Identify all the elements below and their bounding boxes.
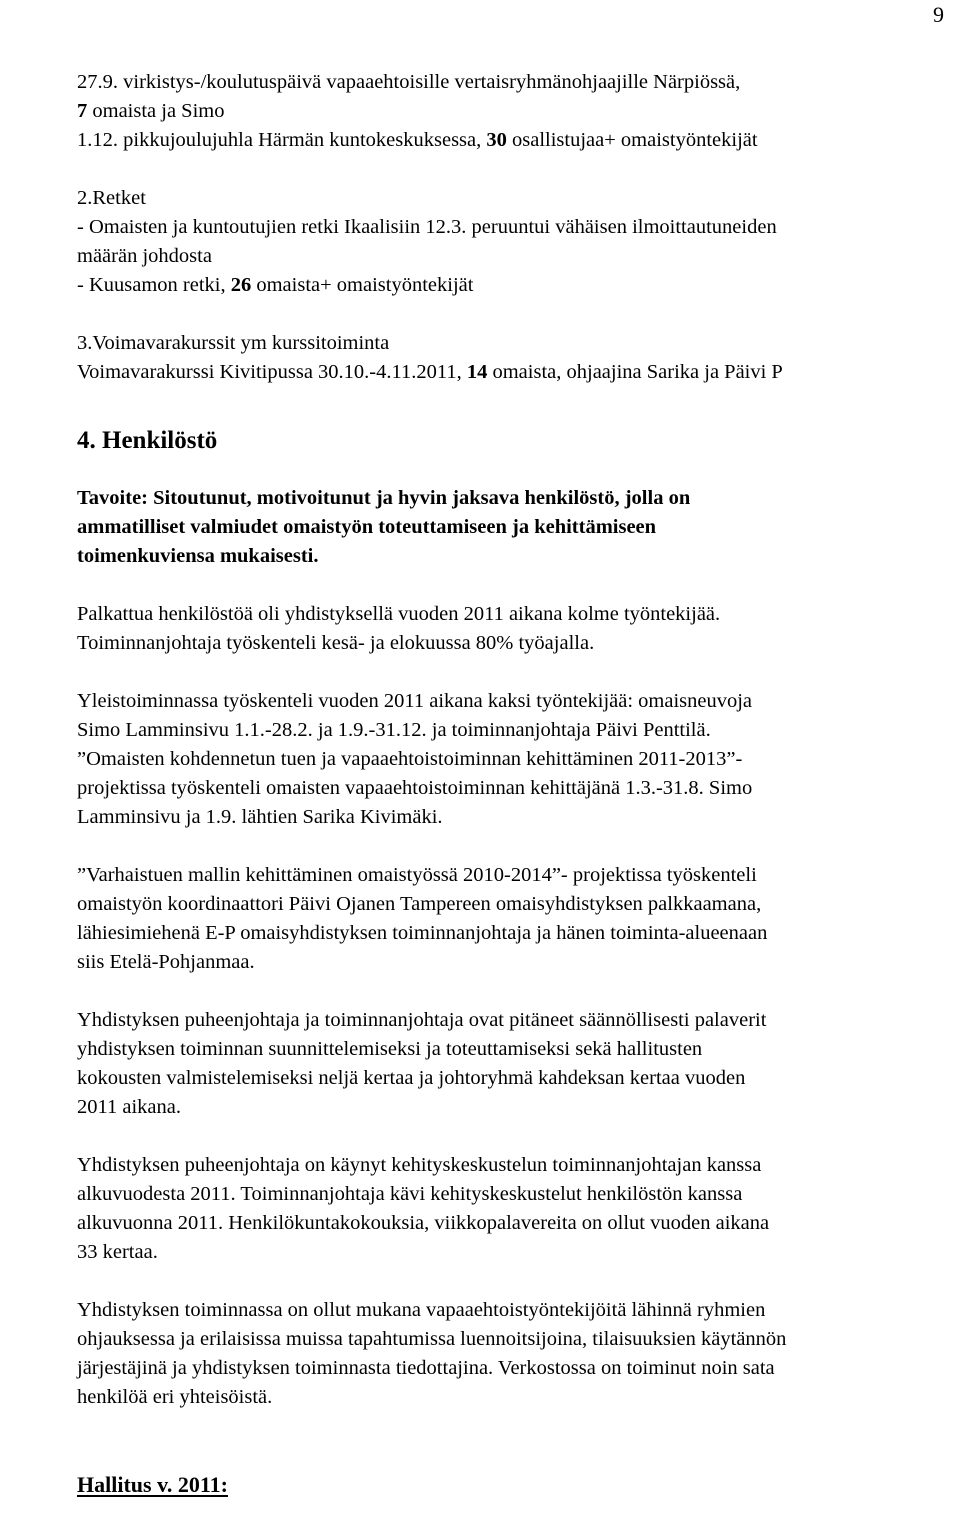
goal-line: toimenkuviensa mukaisesti. xyxy=(77,545,319,567)
paragraph-line: 33 kertaa. xyxy=(77,1241,158,1263)
paragraph-line: omaistyön koordinaattori Päivi Ojanen Tampereen omaisyhdistyksen palkkaamana, xyxy=(77,893,762,915)
paragraph-line: lähiesimiehenä E-P omaisyhdistyksen toiminnanjohtaja ja hänen toiminta-alueenaan xyxy=(77,922,768,944)
staff-paragraph xyxy=(77,1006,957,1122)
paragraph-line: henkilöä eri yhteisöistä. xyxy=(77,1386,273,1408)
paragraph-line: Yhdistyksen puheenjohtaja ja toiminnanjohtaja ovat pitäneet säännöllisesti palaverit xyxy=(77,1009,767,1031)
paragraph-line: Palkattua henkilöstöä oli yhdistyksellä vuoden 2011 aikana kolme työntekijää. xyxy=(77,603,721,625)
event-line: 27.9. virkistys-/koulutuspäivä vapaaehtoisille vertaisryhmänohjaajille Närpiössä, xyxy=(77,71,741,93)
event-line: 7 omaista ja Simo xyxy=(77,100,225,122)
paragraph-line: ohjauksessa ja erilaisissa muissa tapahtumissa luennoitsijoina, tilaisuuksien käytännön xyxy=(77,1328,787,1350)
paragraph-line: Lamminsivu ja 1.9. lähtien Sarika Kivimäki. xyxy=(77,806,443,828)
count-value: 26 xyxy=(230,274,252,296)
paragraph-line: yhdistyksen toiminnan suunnittelemiseksi ja toteuttamiseksi sekä hallitusten xyxy=(77,1038,703,1060)
count-value: 30 xyxy=(486,129,507,151)
paragraph-line: Yhdistyksen puheenjohtaja on käynyt kehityskeskustelun toiminnanjohtajan kanssa xyxy=(77,1154,762,1176)
paragraph-line: alkuvuodesta 2011. Toiminnanjohtaja kävi kehityskeskustelut henkilöstön kanssa xyxy=(77,1183,743,1205)
count-value: 14 xyxy=(466,361,488,383)
trip-line: - Kuusamon retki, 26 omaista+ omaistyöntekijät xyxy=(77,274,474,296)
trip-line: määrän johdosta xyxy=(77,245,212,267)
courses-heading: 3.Voimavarakurssit ym kurssitoiminta xyxy=(77,332,390,354)
courses-section xyxy=(77,329,957,387)
page-number: 9 xyxy=(933,2,944,27)
course-line: Voimavarakurssi Kivitipussa 30.10.-4.11.2011, 14 omaista, ohjaajina Sarika ja Päivi P xyxy=(77,361,783,383)
staff-paragraph xyxy=(77,1296,957,1412)
paragraph-line: järjestäjinä ja yhdistyksen toiminnasta tiedottajina. Verkostossa on toiminut noin sata xyxy=(77,1357,775,1379)
staff-paragraph xyxy=(77,687,957,832)
staff-heading: 4. Henkilöstö xyxy=(77,427,218,454)
paragraph-line: ”Varhaistuen mallin kehittäminen omaistyössä 2010-2014”- projektissa työskenteli xyxy=(77,864,757,886)
page-content xyxy=(77,68,957,1499)
staff-section xyxy=(77,426,957,1412)
paragraph-line: kokousten valmistelemiseksi neljä kertaa ja johtoryhmä kahdeksan kertaa vuoden xyxy=(77,1067,746,1089)
paragraph-line: Simo Lamminsivu 1.1.-28.2. ja 1.9.-31.12. ja toiminnanjohtaja Päivi Penttilä. xyxy=(77,719,711,741)
paragraph-line: alkuvuonna 2011. Henkilökuntakokouksia, viikkopalavereita on ollut vuoden aikana xyxy=(77,1212,770,1234)
board-heading: Hallitus v. 2011: xyxy=(77,1472,228,1497)
event-line: 1.12. pikkujoulujuhla Härmän kuntokeskuksessa, 30 osallistujaa+ omaistyöntekijät xyxy=(77,129,758,151)
staff-goal xyxy=(77,484,957,571)
paragraph-line: ”Omaisten kohdennetun tuen ja vapaaehtoistoiminnan kehittäminen 2011-2013”- xyxy=(77,748,743,770)
goal-line: Tavoite: Sitoutunut, motivoitunut ja hyvin jaksava henkilöstö, jolla on xyxy=(77,487,691,509)
paragraph-line: 2011 aikana. xyxy=(77,1096,181,1118)
trip-line: - Omaisten ja kuntoutujien retki Ikaalisiin 12.3. peruuntui vähäisen ilmoittautuneiden xyxy=(77,216,777,238)
goal-line: ammatilliset valmiudet omaistyön toteuttamiseen ja kehittämiseen xyxy=(77,516,657,538)
trips-section xyxy=(77,184,957,300)
paragraph-line: projektissa työskenteli omaisten vapaaehtoistoiminnan kehittäjänä 1.3.-31.8. Simo xyxy=(77,777,753,799)
trips-heading: 2.Retket xyxy=(77,187,146,209)
paragraph-line: Yhdistyksen toiminnassa on ollut mukana vapaaehtoistyöntekijöitä lähinnä ryhmien xyxy=(77,1299,766,1321)
board-section xyxy=(77,1470,957,1499)
event-line-rest: omaista ja Simo xyxy=(92,100,225,122)
staff-paragraph xyxy=(77,600,957,658)
paragraph-line: siis Etelä-Pohjanmaa. xyxy=(77,951,255,973)
staff-paragraph xyxy=(77,861,957,977)
paragraph-line: Yleistoiminnassa työskenteli vuoden 2011 aikana kaksi työntekijää: omaisneuvoja xyxy=(77,690,753,712)
paragraph-line: Toiminnanjohtaja työskenteli kesä- ja elokuussa 80% työajalla. xyxy=(77,632,595,654)
staff-paragraph xyxy=(77,1151,957,1267)
events-section xyxy=(77,68,957,155)
